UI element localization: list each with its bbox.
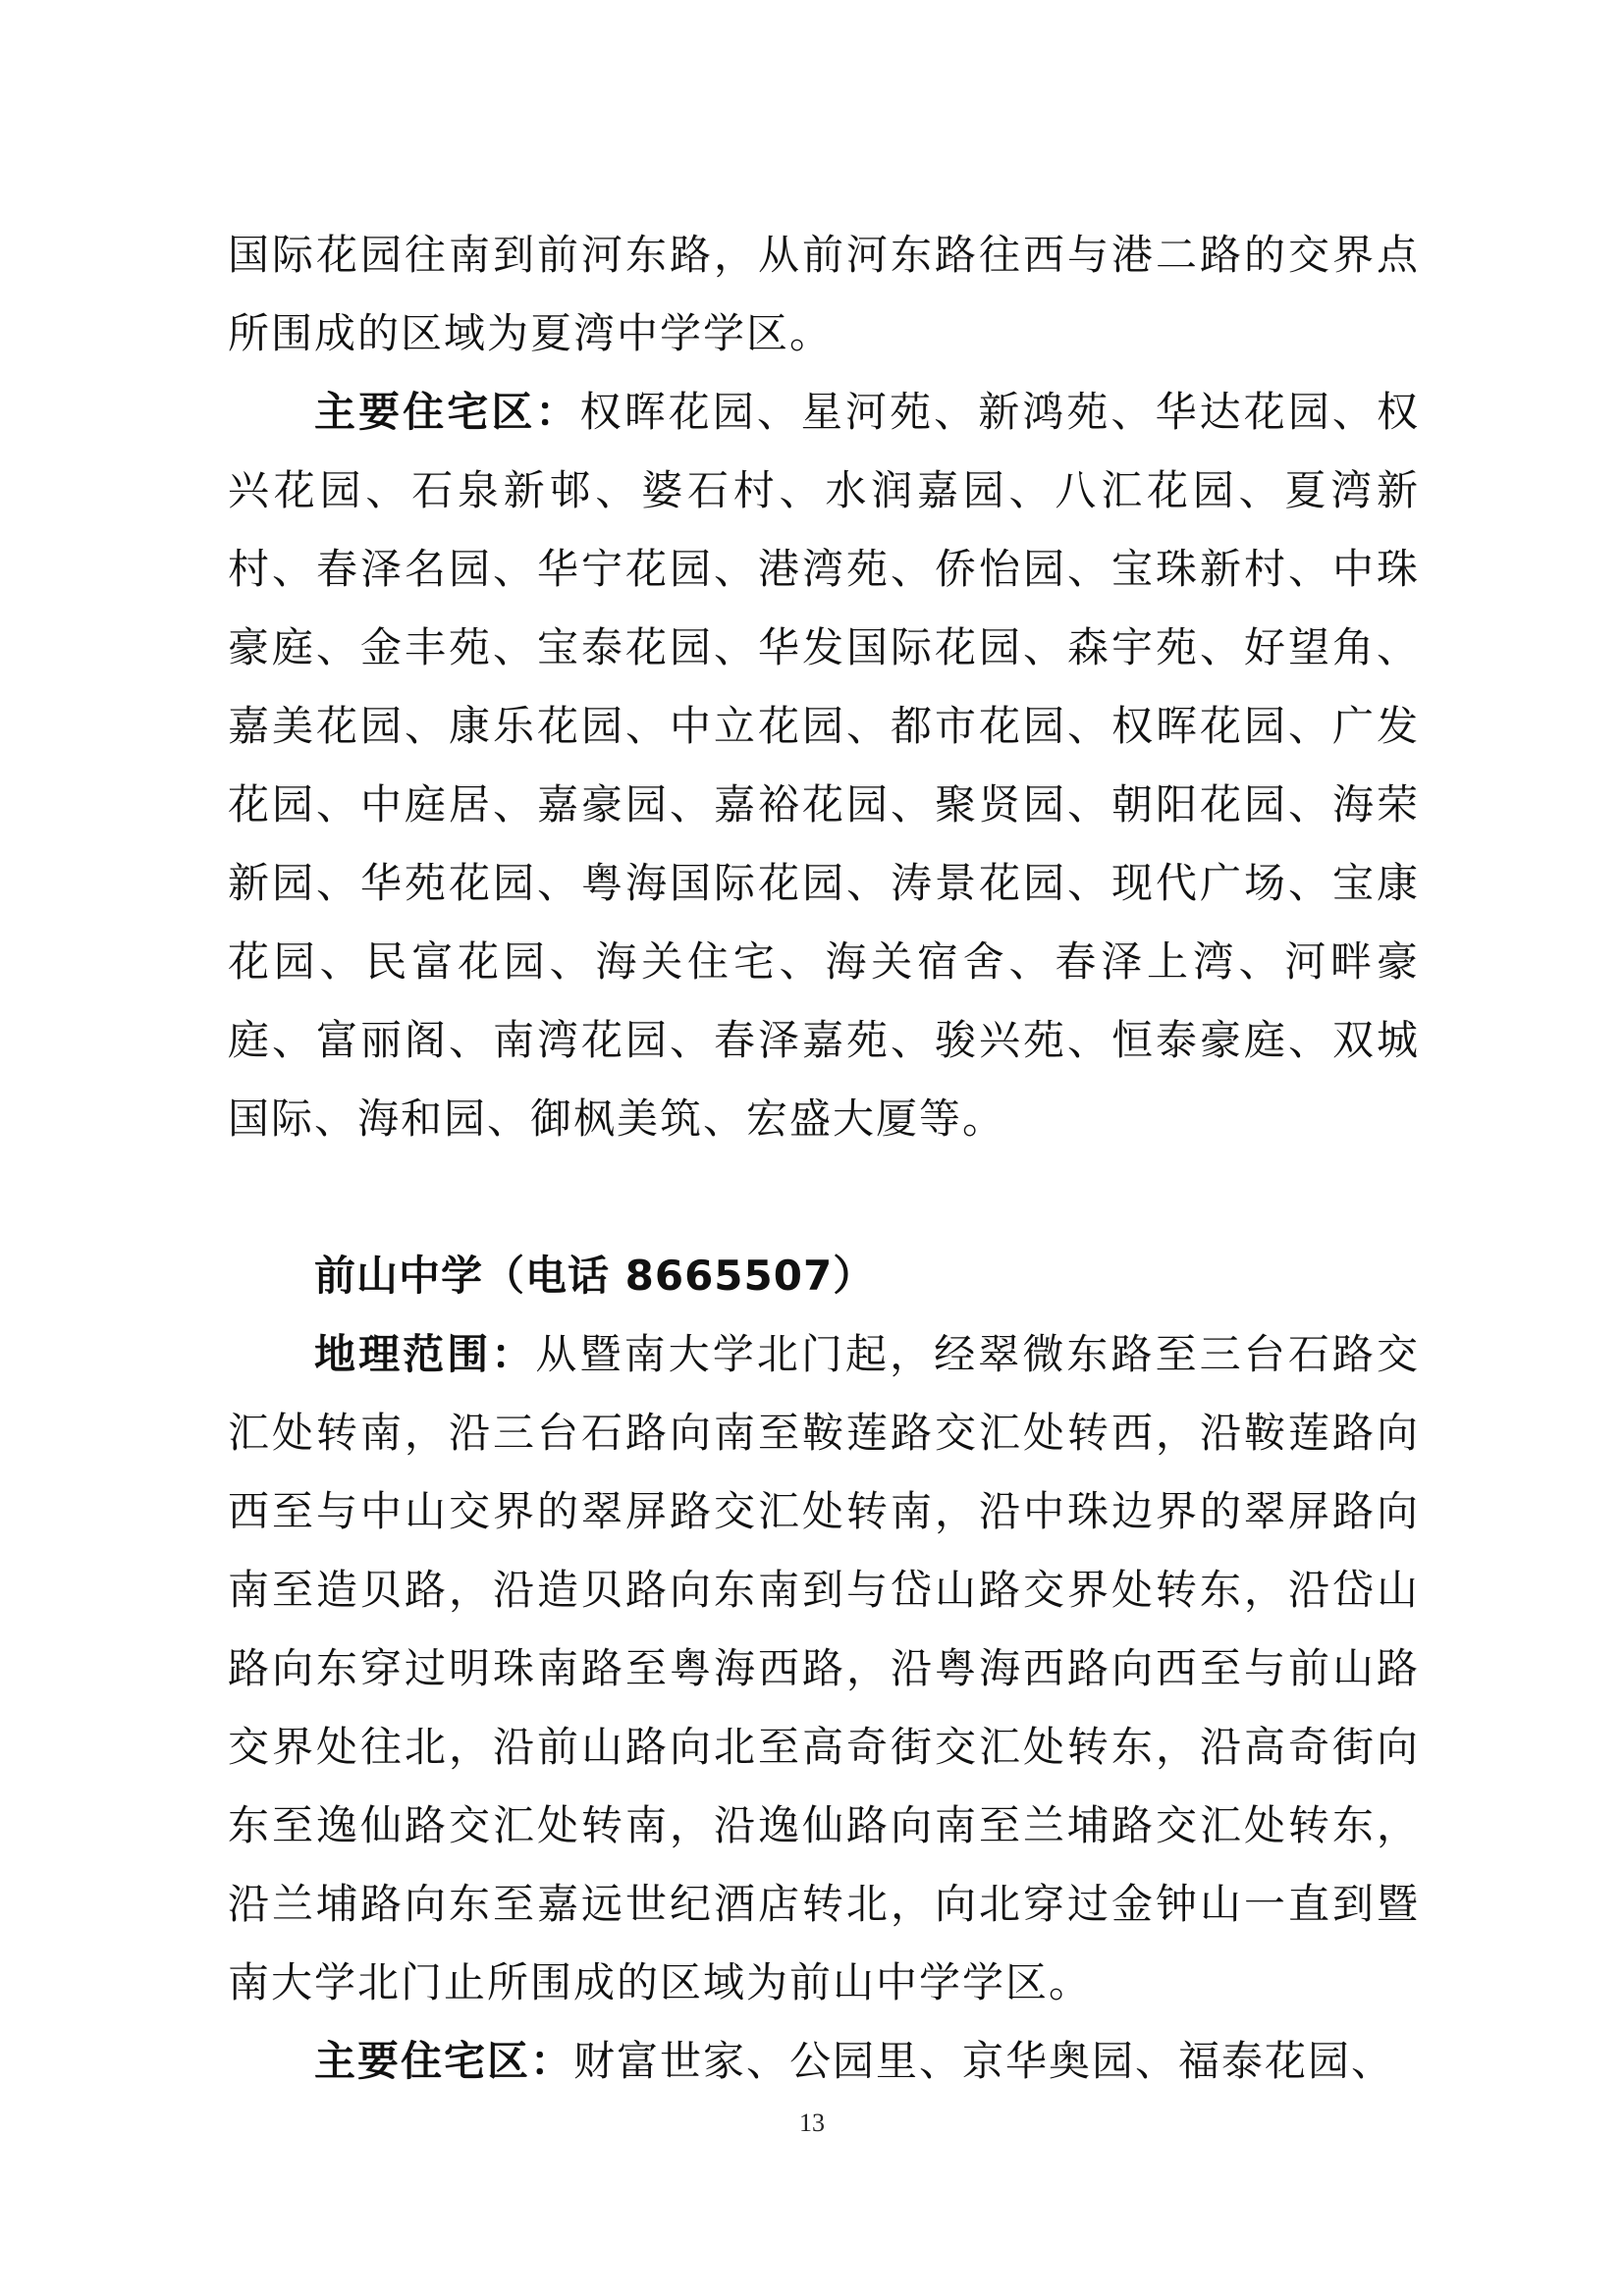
residential-areas-list-2: 财富世家、公园里、京华奥园、福泰花园、 (573, 2037, 1395, 2085)
geographic-scope-text: 从暨南大学北门起，经翠微东路至三台石路交汇处转南，沿三台石路向南至鞍莲路交汇处转西，沿鞍莲路向西至与中山交界的翠屏路交汇处转南，沿中珠边界的翠屏路向南至造贝路，沿造贝路向东南到与岱山路交界处转东，沿岱山路向东穿过明珠南路至粤海西路，沿粤海西路向西至与前山路交界处往北，沿前山路向北至高奇街交汇处转东，沿高奇街向东至逸仙路交汇处转南，沿逸仙路向南至兰埔路交汇处转东，沿兰埔路向东至嘉远世纪酒店转北，向北穿过金钟山一直到暨南大学北门止所围成的区域为前山中学学区。 (228, 1330, 1420, 2006)
geographic-scope-paragraph (228, 1315, 1420, 2022)
school-heading: 前山中学（电话 8665507） (314, 1252, 876, 1300)
residential-areas-label-2: 主要住宅区： (314, 2037, 574, 2085)
intro-paragraph: 国际花园往南到前河东路，从前河东路往西与港二路的交界点所围成的区域为夏湾中学学区。 (228, 231, 1420, 357)
geographic-scope-label: 地理范围： (314, 1330, 536, 1378)
residential-areas-list-1: 权晖花园、星河苑、新鸿苑、华达花园、权兴花园、石泉新邨、婆石村、水润嘉园、八汇花园、夏湾新村、春泽名园、华宁花园、港湾苑、侨怡园、宝珠新村、中珠豪庭、金丰苑、宝泰花园、华发国际花园、森宇苑、好望角、嘉美花园、康乐花园、中立花园、都市花园、权晖花园、广发花园、中庭居、嘉豪园、嘉裕花园、聚贤园、朝阳花园、海荣新园、华苑花园、粤海国际花园、涛景花园、现代广场、宝康花园、民富花园、海关住宅、海关宿舍、春泽上湾、河畔豪庭、富丽阁、南湾花园、春泽嘉苑、骏兴苑、恒泰豪庭、双城国际、海和园、御枫美筑、宏盛大厦等。 (228, 388, 1420, 1143)
residential-areas-paragraph-2 (228, 2022, 1420, 2101)
page-number: 13 (799, 2109, 825, 2137)
residential-areas-label-1: 主要住宅区： (314, 388, 580, 436)
residential-areas-paragraph-1 (228, 373, 1420, 1158)
